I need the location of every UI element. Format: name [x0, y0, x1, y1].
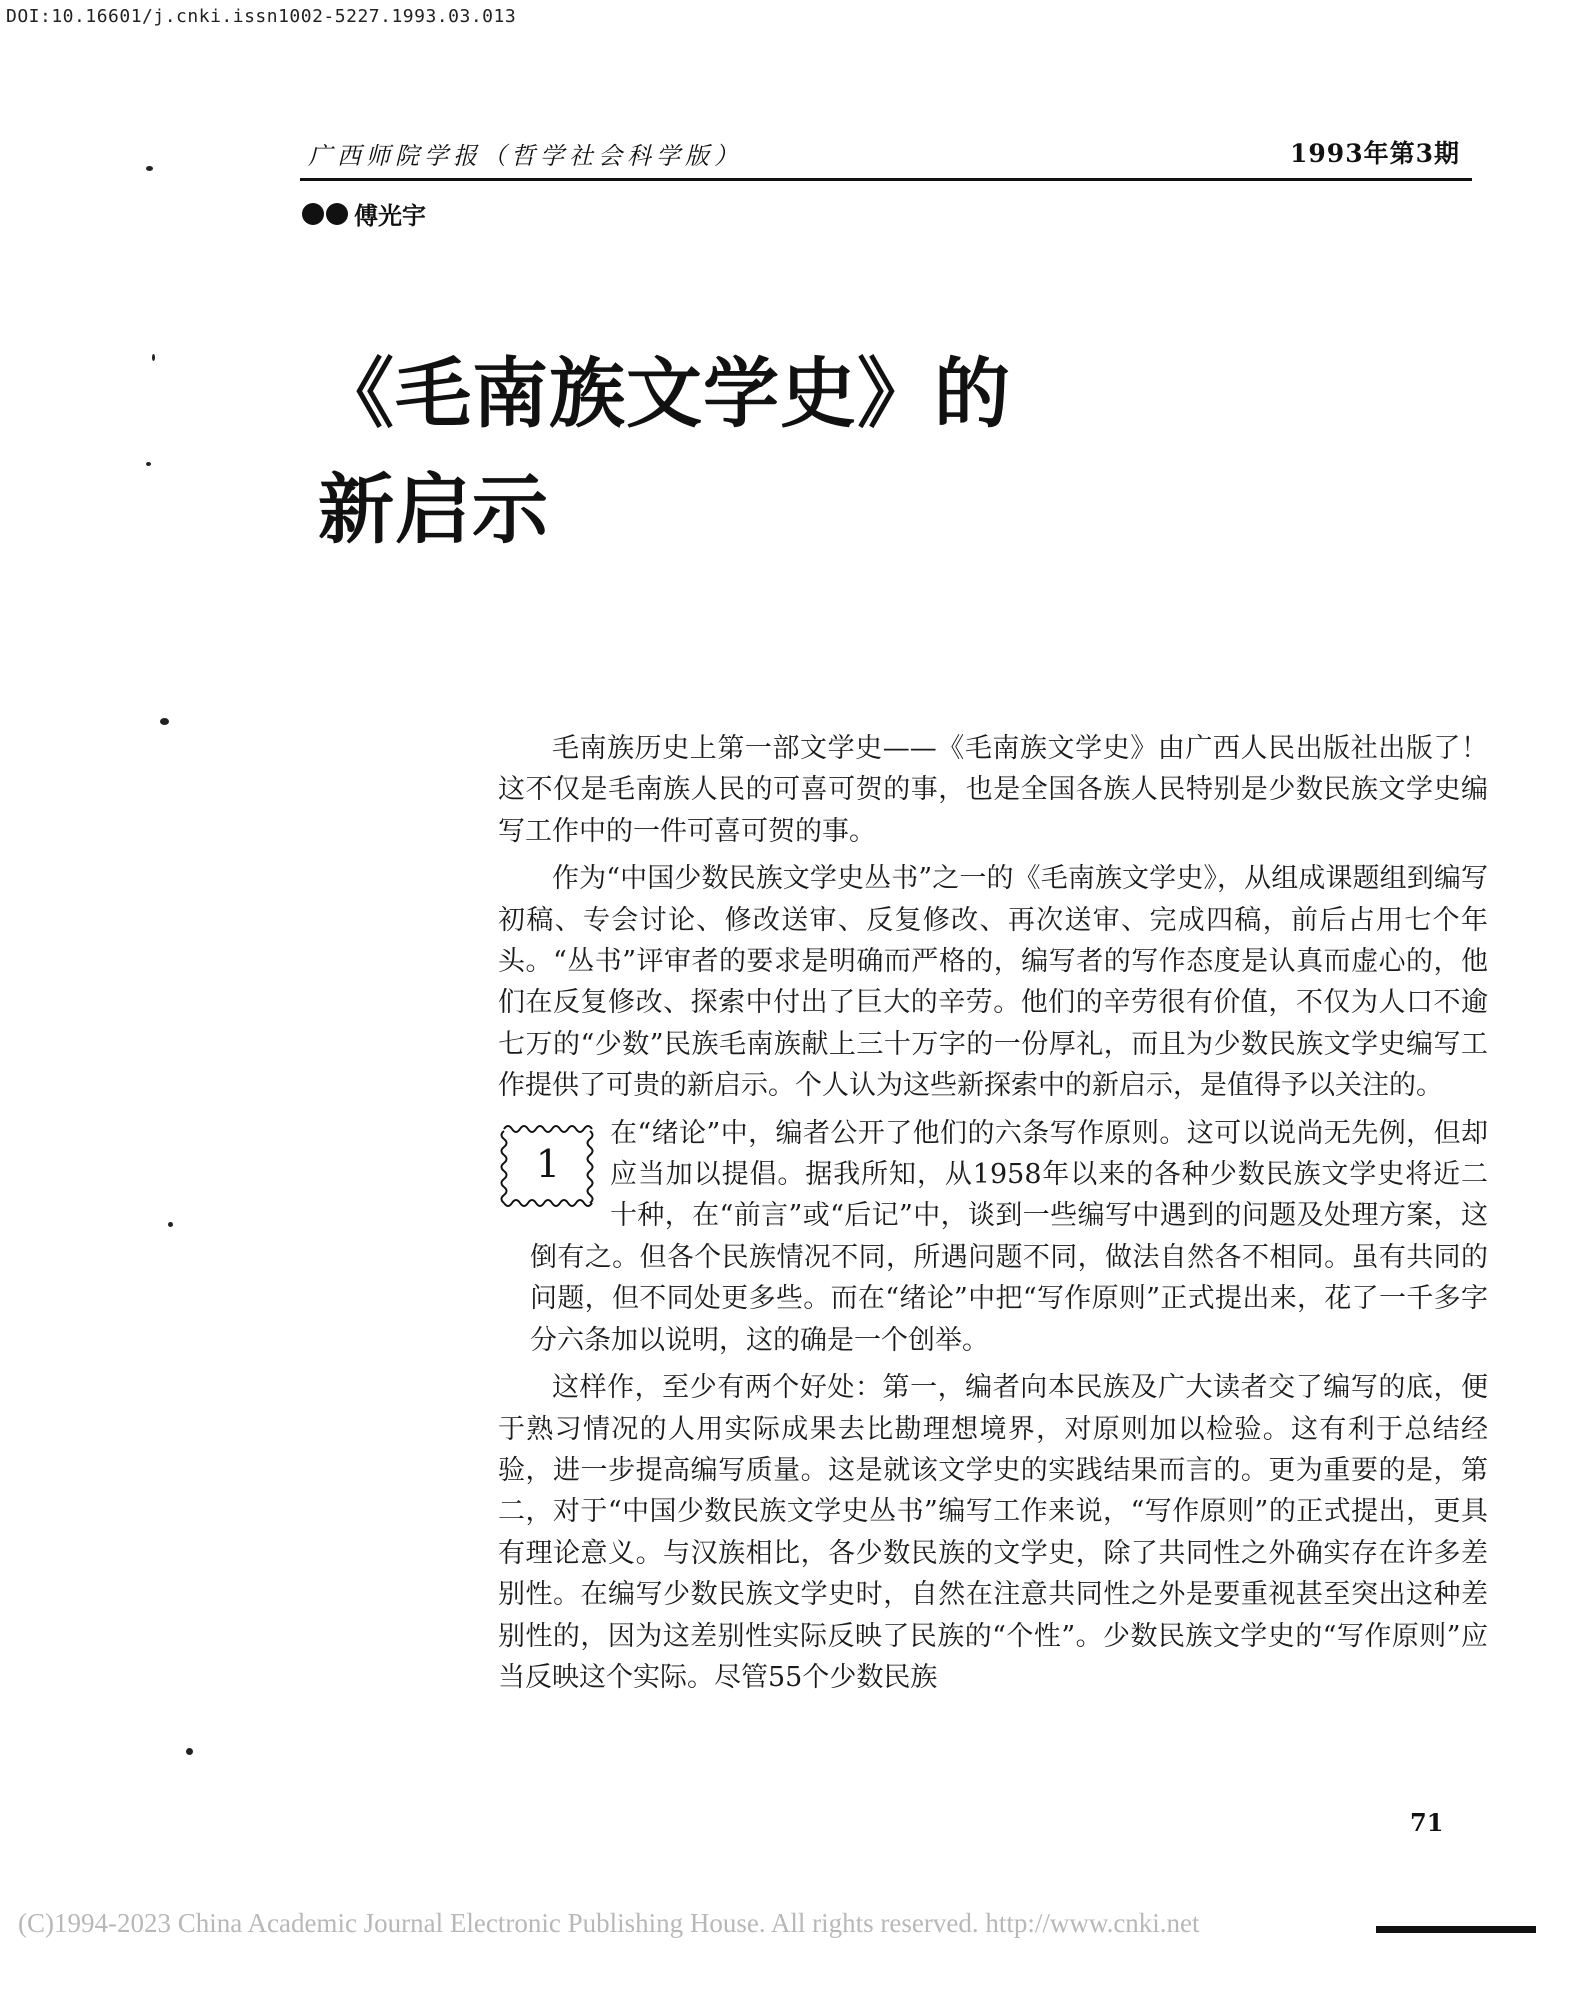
article-title: [318, 336, 1011, 568]
header-rule: [300, 178, 1472, 181]
scan-speck: [152, 354, 155, 361]
journal-header: 广西师院学报（哲学社会科学版）: [308, 142, 743, 170]
paragraph: 毛南族历史上第一部文学史——《毛南族文学史》由广西人民出版社出版了！这不仅是毛南族人民的可喜可贺的事，也是全国各族人民特别是少数民族文学史编写工作中的一件可喜可贺的事。: [498, 733, 1488, 847]
author-line: [302, 196, 426, 231]
issue-label: 1993年第3期: [1290, 139, 1460, 168]
scan-speck: [146, 166, 153, 171]
paragraph: 作为“中国少数民族文学史丛书”之一的《毛南族文学史》，从组成课题组到编写初稿、专会讨论、修改送审、反复修改、再次送审、完成四稿，前后占用七个年头。“丛书”评审者的要求是明确而严格的，编写者的写作态度是认真而虚心的，他们在反复修改、探索中付出了巨大的辛劳。他们的辛劳很有价值，不仅为人口不逾七万的“少数”民族毛南族献上三十万字的一份厚礼，而且为少数民族文学史编写工作提供了可贵的新启示。个人认为这些新探索中的新启示，是值得予以关注的。: [498, 863, 1488, 1102]
scan-speck: [160, 718, 169, 725]
bullet-dot-icon: [326, 203, 348, 225]
section-number-box: [498, 1119, 598, 1211]
scan-speck: [186, 1748, 193, 1755]
bullet-dot-icon: [302, 203, 324, 225]
article-body: [498, 728, 1488, 1704]
section-1: [498, 1113, 1488, 1361]
title-line-1: 《毛南族文学史》的: [318, 349, 1011, 438]
scan-speck: [146, 462, 151, 466]
page-number: 71: [1410, 1808, 1444, 1837]
copyright-footer: (C)1994-2023 China Academic Journal Electronic Publishing House. All rights reserved. http://www.cnki.net: [18, 1908, 1200, 1938]
scan-speck: [168, 1222, 173, 1227]
paragraph: 在“绪论”中，编者公开了他们的六条写作原则。这可以说尚无先例，但却应当加以提倡。据我所知，从1958年以来的各种少数民族文学史将近二十种，在“前言”或“后记”中，谈到一些编写中遇到的问题及处理方案，这倒有之。但各个民族情况不同，所遇问题不同，做法自然各不相同。虽有共同的问题，但不同处更多些。而在“绪论”中把“写作原则”正式提出来，花了一千多字分六条加以说明，这的确是一个创举。: [530, 1117, 1488, 1356]
author-name: 傅光宇: [354, 202, 426, 230]
paragraph: 这样作，至少有两个好处：第一，编者向本民族及广大读者交了编写的底，便于熟习情况的人用实际成果去比勘理想境界，对原则加以检验。这有利于总结经验，进一步提高编写质量。这是就该文学史的实践结果而言的。更为重要的是，第二，对于“中国少数民族文学史丛书”编写工作来说，“写作原则”的正式提出，更具有理论意义。与汉族相比，各少数民族的文学史，除了共同性之外确实存在许多差别性。在编写少数民族文学史时，自然在注意共同性之外是要重视甚至突出这种差别性的，因为这差别性实际反映了民族的“个性”。少数民族文学史的“写作原则”应当反映这个实际。尽管55个少数民族: [498, 1372, 1488, 1693]
title-line-2: 新启示: [318, 465, 549, 554]
section-number: 1: [535, 1141, 561, 1186]
footer-bar: [1376, 1926, 1536, 1933]
doi-line: DOI:10.16601/j.cnki.issn1002-5227.1993.03.013: [6, 6, 517, 27]
